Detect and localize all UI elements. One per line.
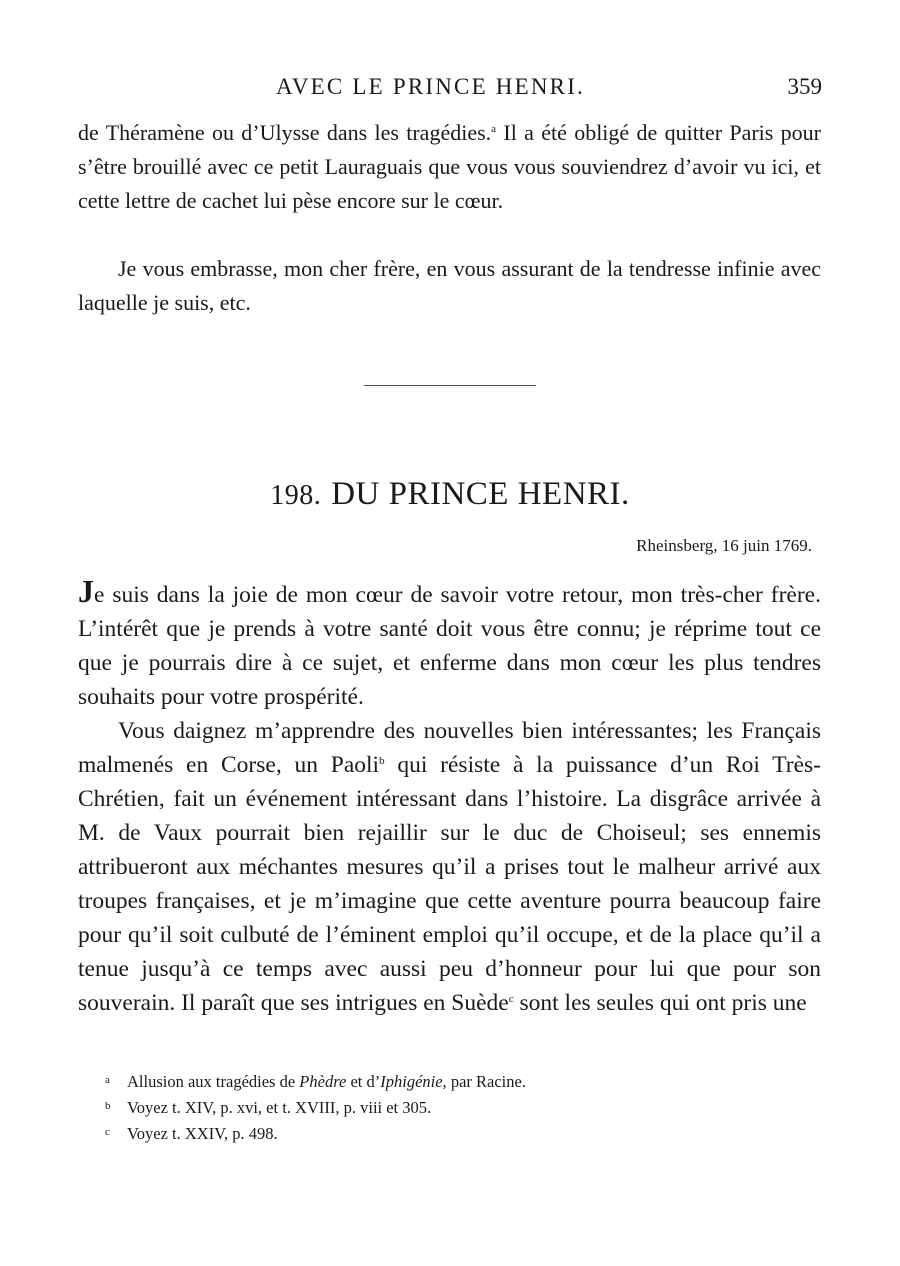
footnote-ref-b[interactable]: b bbox=[379, 755, 385, 767]
paragraph-1-text: e suis dans la joie de mon cœur de savoir votre retour, mon très-cher frère. L’intérêt que je prends à votre santé doit vous être connu; je réprime tout ce que je pourrais dire à ce sujet, et enferme dans mon cœur les plus tendres souhaits pour votre prospérité. bbox=[78, 582, 821, 710]
footnote-text: Allusion aux tragédies de bbox=[127, 1072, 300, 1091]
footnote-text: par Racine. bbox=[446, 1072, 526, 1091]
paragraph-2-text-2: qui résiste à la puissance d’un Roi Très-Chrétien, fait un événement intéressant dans l’histoire. La disgrâce arrivée à M. de Vaux pourrait bien rejaillir sur le duc de Choiseul; ses ennemis attribueront aux méchantes mesures qu’il a prises tout le malheur arrivé aux troupes françaises, et je m’imagine que cette aventure pourra beaucoup faire pour qu’il soit culbuté de l’éminent emploi qu’il occupe, et de la place qu’il a tenue jusqu’à ce temps avec aussi peu d’honneur pour lui que pour son souverain. Il paraît que ses intrigues en Suède bbox=[78, 752, 821, 1016]
running-head bbox=[0, 74, 900, 104]
continuation-text-2: Il a été obligé de quitter Paris pour s’être brouillé avec ce petit Lauraguais que vous vous souviendrez d’avoir vu ici, et cette lettre de cachet lui pèse encore sur le cœur. bbox=[78, 120, 822, 213]
work-title: Iphigénie, bbox=[380, 1072, 447, 1091]
footnote-b bbox=[105, 1094, 805, 1120]
letter-heading bbox=[0, 476, 900, 513]
work-title: Phèdre bbox=[299, 1072, 347, 1091]
footnote-ref-a[interactable]: a bbox=[491, 123, 497, 135]
initial-letter: J bbox=[78, 573, 94, 609]
footnote-c bbox=[105, 1120, 805, 1146]
footnotes bbox=[105, 1068, 805, 1146]
letter-dateline: Rheinsberg, 16 juin 1769. bbox=[636, 536, 812, 555]
footnote-text: Voyez t. XXIV, p. 498. bbox=[127, 1124, 278, 1143]
section-divider bbox=[364, 385, 536, 386]
letter-title: DU PRINCE HENRI. bbox=[331, 476, 630, 512]
letter-paragraph-2 bbox=[78, 714, 821, 1020]
footnote-text: Voyez t. XIV, p. xvi, et t. XVIII, p. viii et 305. bbox=[127, 1098, 432, 1117]
continuation-text: de Théramène ou d’Ulysse dans les tragédies. bbox=[78, 120, 492, 145]
footnote-a bbox=[105, 1068, 805, 1094]
page-number: 359 bbox=[787, 74, 822, 99]
running-title: AVEC LE PRINCE HENRI. bbox=[276, 74, 586, 99]
footnote-ref-c[interactable]: c bbox=[508, 993, 514, 1005]
paragraph-2-text-1: Vous daignez m’apprendre des nouvelles bien intéressantes; les Français malmenés en Corse, un Paoli bbox=[78, 718, 821, 778]
letter-number: 198. bbox=[270, 480, 322, 511]
previous-letter-closing: Je vous embrasse, mon cher frère, en vous assurant de la tendresse infinie avec laquelle je suis, etc. bbox=[78, 256, 821, 315]
footnote-mark: a bbox=[105, 1074, 110, 1086]
letter-paragraph-1 bbox=[78, 573, 821, 714]
previous-letter-continuation bbox=[78, 116, 821, 218]
footnote-mark: c bbox=[105, 1126, 110, 1138]
paragraph-2-text-3: sont les seules qui ont pris une bbox=[513, 990, 807, 1016]
footnote-mark: b bbox=[105, 1100, 111, 1112]
footnote-text: et d’ bbox=[346, 1072, 381, 1091]
